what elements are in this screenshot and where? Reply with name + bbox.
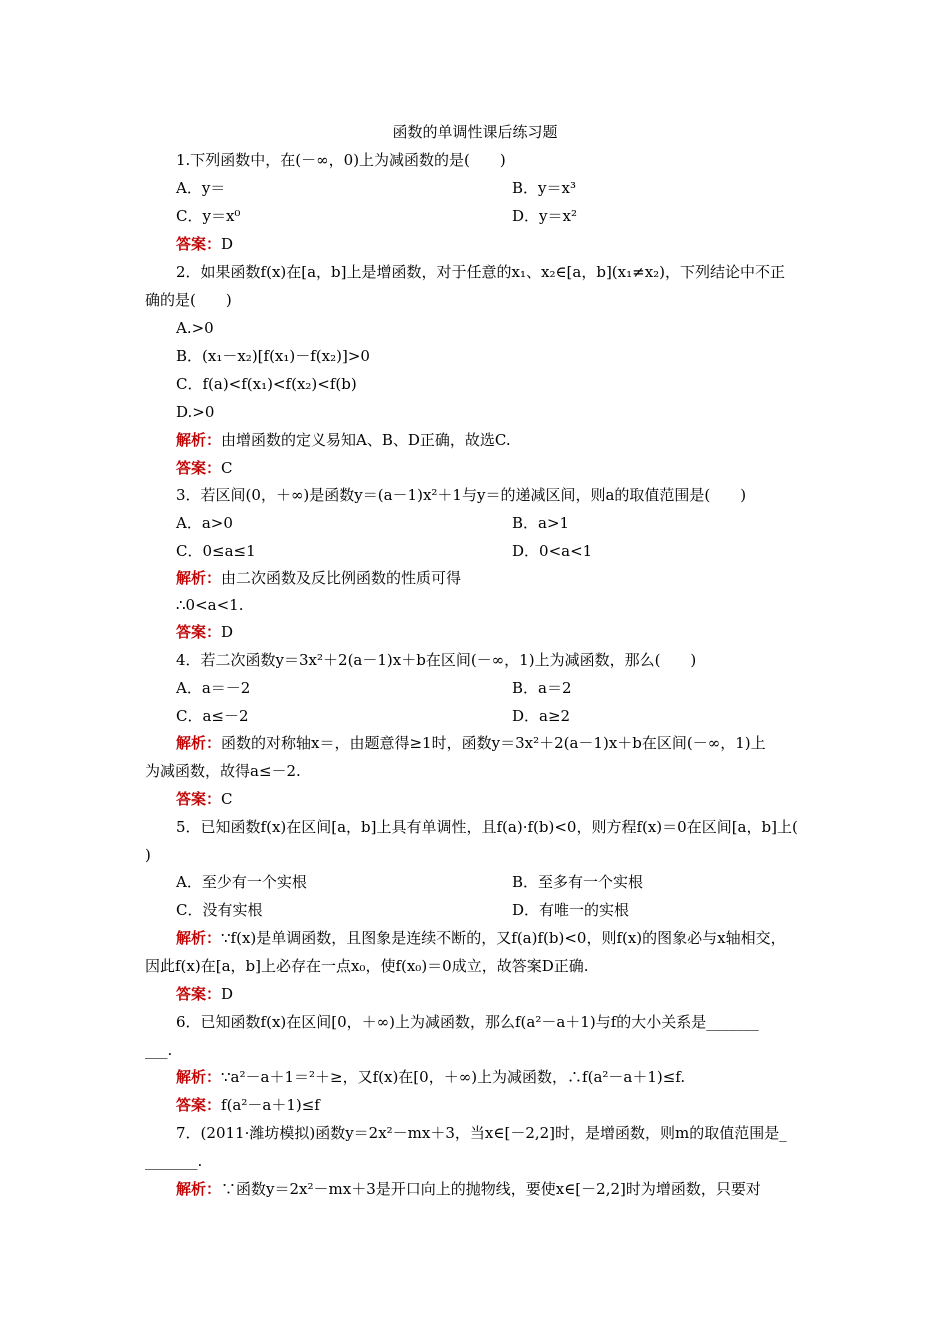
q6-solution <box>176 1067 685 1087</box>
solution-text: ∵a²－a＋1＝²＋≥，又f(x)在[0，＋∞)上为减函数，∴f(a²－a＋1)≤f. <box>221 1068 686 1086</box>
answer-label: 答案： <box>176 985 222 1003</box>
q1-option-b: B．y＝x³ <box>512 179 576 197</box>
q6-stem-line1: 6．已知函数f(x)在区间[0，＋∞)上为减函数，那么f(a²－a＋1)与f的大小关系是_______ <box>176 1013 759 1031</box>
solution-text: ∵f(x)是单调函数，且图象是连续不断的，又f(a)f(b)<0，则f(x)的图象必与x轴相交， <box>221 929 786 947</box>
q2-stem-line2: 确的是( ) <box>145 291 232 309</box>
page-title: 函数的单调性课后练习题 <box>392 123 558 141</box>
q2-stem-line1: 2．如果函数f(x)在[a，b]上是增函数，对于任意的x₁、x₂∈[a，b](x₁≠x₂)，下列结论中不正 <box>176 263 786 281</box>
answer-label: 答案： <box>176 623 222 641</box>
q7-stem-line2: _______. <box>145 1152 203 1170</box>
q1-answer <box>176 234 233 254</box>
q3-option-c: C．0≤a≤1 <box>176 542 256 560</box>
q3-option-d: D．0<a<1 <box>512 542 593 560</box>
q3-option-b: B．a>1 <box>512 514 570 532</box>
answer-label: 答案： <box>176 790 222 808</box>
q2-option-d: D.>0 <box>176 403 215 421</box>
solution-label: 解析： <box>176 569 222 587</box>
q2-solution <box>176 430 511 450</box>
solution-label: 解析： <box>176 929 222 947</box>
q3-answer <box>176 622 233 642</box>
q4-option-b: B．a＝2 <box>512 679 572 697</box>
solution-text: 由二次函数及反比例函数的性质可得 <box>221 569 462 587</box>
q3-stem: 3．若区间(0，＋∞)是函数y＝(a－1)x²＋1与y＝的递减区间，则a的取值范围是( ) <box>176 486 747 504</box>
answer-value: C <box>221 790 233 808</box>
q1-option-d: D．y＝x² <box>512 207 577 225</box>
solution-label: 解析： <box>176 431 222 449</box>
q5-answer <box>176 984 233 1004</box>
q4-option-c: C．a≤－2 <box>176 707 249 725</box>
q1-stem: 1.下列函数中，在(－∞，0)上为减函数的是( ) <box>176 151 506 169</box>
q6-answer <box>176 1095 320 1115</box>
q2-answer <box>176 458 233 478</box>
q5-stem-line2: ) <box>145 846 151 864</box>
q3-option-a: A．a>0 <box>176 514 233 532</box>
q1-option-a: A．y＝ <box>176 179 226 197</box>
q6-stem-line2: ___. <box>145 1041 173 1059</box>
answer-label: 答案： <box>176 235 222 253</box>
q4-stem: 4．若二次函数y＝3x²＋2(a－1)x＋b在区间(－∞，1)上为减函数，那么( ) <box>176 651 697 669</box>
answer-value: D <box>221 235 234 253</box>
q4-option-a: A．a＝－2 <box>176 679 251 697</box>
q7-stem-line1: 7．(2011·潍坊模拟)函数y＝2x²－mx＋3，当x∈[－2,2]时，是增函数，则m的取值范围是_ <box>176 1124 787 1142</box>
answer-label: 答案： <box>176 1096 222 1114</box>
q2-option-a: A.>0 <box>176 319 214 337</box>
solution-text: ∵函数y＝2x²－mx＋3是开口向上的抛物线，要使x∈[－2,2]时为增函数，只要对 <box>221 1180 761 1198</box>
q5-option-d: D．有唯一的实根 <box>512 901 630 919</box>
q5-option-a: A．至少有一个实根 <box>176 873 307 891</box>
solution-label: 解析： <box>176 734 222 752</box>
q4-solution-line2: 为减函数，故得a≤－2. <box>145 762 301 780</box>
solution-text: 函数的对称轴x＝，由题意得≥1时，函数y＝3x²＋2(a－1)x＋b在区间(－∞，1)上 <box>221 734 766 752</box>
q5-stem-line1: 5．已知函数f(x)在区间[a，b]上具有单调性，且f(a)·f(b)<0，则方程f(x)＝0在区间[a，b]上( <box>176 818 798 836</box>
answer-value: D <box>221 985 234 1003</box>
q7-solution <box>176 1179 761 1199</box>
q4-option-d: D．a≥2 <box>512 707 571 725</box>
answer-value: C <box>221 459 233 477</box>
q4-answer <box>176 789 233 809</box>
q2-option-b: B．(x₁－x₂)[f(x₁)－f(x₂)]>0 <box>176 347 370 365</box>
answer-value: f(a²－a＋1)≤f <box>221 1096 320 1114</box>
q3-solution-line2: ∴0<a<1. <box>176 596 244 614</box>
q2-option-c: C．f(a)<f(x₁)<f(x₂)<f(b) <box>176 375 357 393</box>
q5-option-c: C．没有实根 <box>176 901 263 919</box>
q4-solution <box>176 733 766 753</box>
q1-option-c: C．y＝x⁰ <box>176 207 241 225</box>
solution-text: 由增函数的定义易知A、B、D正确，故选C. <box>221 431 511 449</box>
answer-label: 答案： <box>176 459 222 477</box>
q3-solution <box>176 568 461 588</box>
answer-value: D <box>221 623 234 641</box>
q5-option-b: B．至多有一个实根 <box>512 873 644 891</box>
q5-solution <box>176 928 786 948</box>
solution-label: 解析： <box>176 1068 222 1086</box>
q5-solution-line2: 因此f(x)在[a，b]上必存在一点x₀，使f(x₀)＝0成立，故答案D正确. <box>145 957 589 975</box>
solution-label: 解析： <box>176 1180 222 1198</box>
